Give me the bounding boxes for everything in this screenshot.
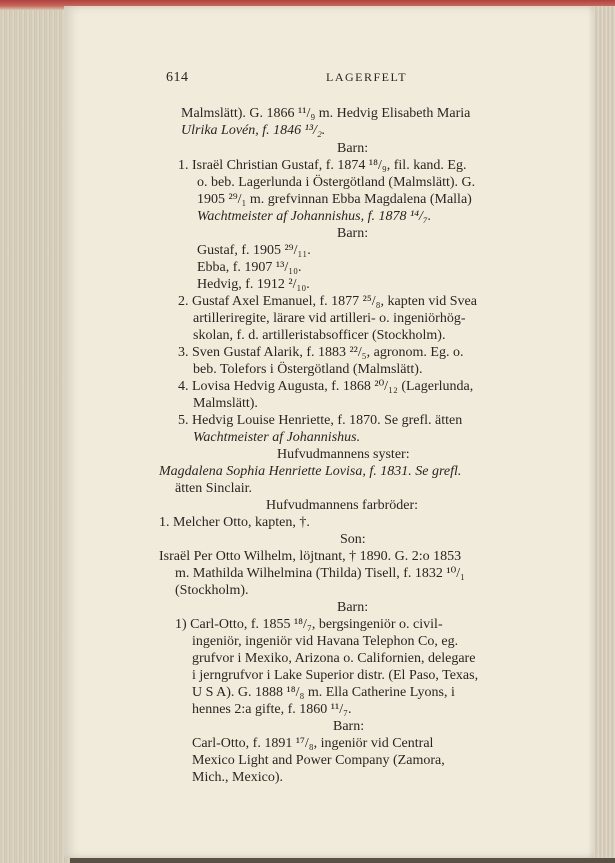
- page-number: 614: [166, 70, 189, 85]
- text-line: (Stockholm).: [175, 583, 249, 598]
- running-head: LAGERFELT: [326, 70, 408, 84]
- text-line: Hedvig, f. 1912 ²/₁₀.: [197, 277, 310, 292]
- page-stack-right: [594, 6, 615, 858]
- section-heading: Barn:: [337, 141, 369, 156]
- section-heading: Barn:: [337, 600, 369, 615]
- text-line: 2. Gustaf Axel Emanuel, f. 1877 ²⁵/₈, kapten vid Svea: [178, 294, 477, 309]
- text-line: i jerngrufvor i Lake Superior distr. (El Paso, Texas,: [192, 668, 479, 683]
- text-line: ätten Sinclair.: [175, 481, 252, 496]
- section-heading: Barn:: [333, 719, 365, 734]
- text-line: Malmslätt). G. 1866 ¹¹/₉ m. Hedvig Elisabeth Maria: [181, 106, 471, 121]
- text-line: 1) Carl-Otto, f. 1855 ¹⁸/₇, bergsingeniör o. civil-: [175, 617, 443, 632]
- text-line: Wachtmeister af Johannishus.: [193, 430, 361, 445]
- text-line: m. Mathilda Wilhelmina (Thilda) Tisell, f. 1832 ¹⁰/₁: [175, 566, 465, 581]
- section-heading: Son:: [340, 532, 366, 547]
- text-line: 1905 ²⁹/₁ m. grefvinnan Ebba Magdalena (Malla): [197, 192, 472, 207]
- text-line: Mexico Light and Power Company (Zamora,: [192, 753, 445, 768]
- text-line: Israël Per Otto Wilhelm, löjtnant, † 1890. G. 2:o 1853: [159, 549, 462, 564]
- section-heading: Hufvudmannens syster:: [277, 447, 410, 462]
- text-line: hennes 2:a gifte, f. 1860 ¹¹/₇.: [192, 702, 352, 717]
- section-heading: Hufvudmannens farbröder:: [266, 498, 419, 513]
- section-heading: Barn:: [337, 226, 369, 241]
- text-line: grufvor i Mexiko, Arizona o. Californien, delegare: [192, 651, 476, 666]
- text-line: o. beb. Lagerlunda i Östergötland (Malmslätt). G.: [197, 175, 476, 190]
- text-line: 5. Hedvig Louise Henriette, f. 1870. Se grefl. ätten: [178, 413, 463, 428]
- page-stack-left: [0, 0, 70, 863]
- text-line: Magdalena Sophia Henriette Lovisa, f. 1831. Se grefl.: [159, 464, 462, 479]
- text-line: 3. Sven Gustaf Alarik, f. 1883 ²²/₅, agronom. Eg. o.: [178, 345, 464, 360]
- text-line: beb. Tolefors i Östergötland (Malmslätt).: [193, 362, 423, 377]
- text-line: Gustaf, f. 1905 ²⁹/₁₁.: [197, 243, 311, 258]
- text-line: 4. Lovisa Hedvig Augusta, f. 1868 ²⁰/₁₂ (Lagerlunda,: [178, 379, 474, 394]
- text-line: Ulrika Lovén, f. 1846 ¹³/₂.: [181, 123, 326, 138]
- text-line: 1. Melcher Otto, kapten, †.: [159, 515, 310, 530]
- text-line: Ebba, f. 1907 ¹³/₁₀.: [197, 260, 302, 275]
- text-line: skolan, f. d. artilleristabsofficer (Stockholm).: [193, 328, 446, 343]
- text-line: Malmslätt).: [193, 396, 258, 411]
- text-line: U S A). G. 1888 ¹⁸/₈ m. Ella Catherine Lyons, i: [192, 685, 455, 700]
- text-line: artilleriregite, lärare vid artilleri- o. ingeniörhög-: [193, 311, 466, 326]
- text-line: Carl-Otto, f. 1891 ¹⁷/₈, ingeniör vid Central: [192, 736, 434, 751]
- text-line: ingeniör, ingeniör vid Havana Telephon Co, eg.: [192, 634, 459, 649]
- text-line: Wachtmeister af Johannishus, f. 1878 ¹⁴/₇.: [197, 209, 432, 224]
- text-line: 1. Israël Christian Gustaf, f. 1874 ¹⁸/₉, fil. kand. Eg.: [178, 158, 467, 173]
- text-line: Mich., Mexico).: [192, 770, 283, 785]
